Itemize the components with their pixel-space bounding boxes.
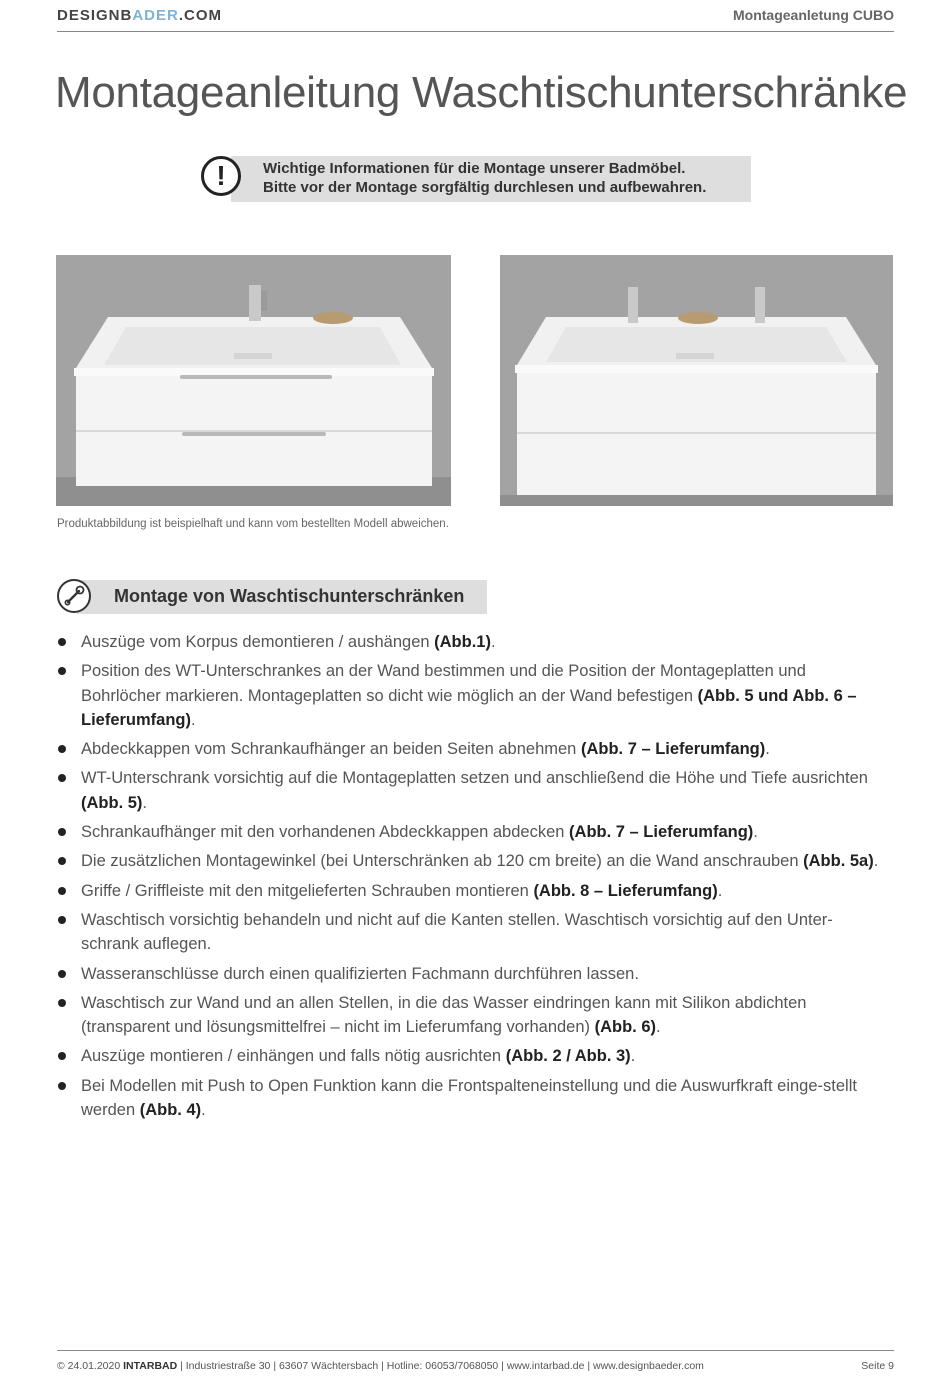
step-tail: . [656,1018,661,1037]
list-item [57,766,887,815]
list-item [57,991,887,1040]
step-text: WT-Unterschrank vorsichtig auf die Montageplatten setzen und anschließend die Höhe und Tiefe ausrichten [81,769,868,788]
step-reference: (Abb. 7 – Lieferumfang) [580,740,766,759]
step-text: Schrankaufhänger mit den vorhandenen Abdeckkappen abdecken [81,823,570,842]
notice-line-2: Bitte vor der Montage sorgfältig durchlesen und aufbewahren. [263,179,707,196]
step-tail: . [142,793,148,812]
document-title: Montageanletung CUBO [733,7,894,23]
step-reference: (Abb. 4) [139,1101,202,1120]
important-notice [201,154,751,203]
step-text: Die zusätzlichen Montagewinkel (bei Unterschränken ab 120 cm breite) an die Wand anschrauben [81,852,804,871]
step-reference: (Abb. 8 – Lieferumfang) [533,881,718,900]
page-title: Montageanleitung Waschtischunterschränke [55,68,908,117]
header-divider [57,31,894,32]
step-text: Waschtisch vorsichtig behandeln und nicht auf die Kanten stellen. Waschtisch vorsichtig auf den Unter-schrank auflegen. [81,910,833,954]
step-tail: . [873,852,879,871]
section-header [57,579,487,615]
instruction-list [57,630,887,1127]
list-item [57,849,887,873]
step-tail: . [765,740,770,759]
footer-divider [57,1350,894,1351]
product-photo-double-basin [500,255,893,506]
step-tail: . [753,823,758,842]
product-photo-single-basin [56,255,451,506]
step-reference: (Abb. 6) [594,1018,657,1037]
step-text: Waschtisch zur Wand und an allen Stellen, in die das Wasser eindringen kann mit Silikon abdichten (transparent und lösungsmittelfrei – nicht im Lieferumfang vorhanden) [81,993,807,1037]
vanity-illustration-double [500,255,893,506]
list-item [57,962,887,986]
logo-text-b: ADER [132,7,179,24]
step-tail: . [191,710,196,729]
image-caption: Produktabbildung ist beispielhaft und kann vom bestellten Modell abweichen. [57,518,449,530]
section-title: Montage von Waschtischunterschränken [114,586,465,606]
logo-text-c: .COM [178,7,223,24]
vanity-illustration-single [56,255,451,506]
step-text: Auszüge montieren / einhängen und falls nötig ausrichten [81,1047,506,1066]
step-text: Bei Modellen mit Push to Open Funktion kann die Frontspalteneinstellung und die Auswurfkraft einge-stellt werden [81,1076,857,1120]
list-item [57,908,887,957]
list-item [57,820,887,844]
step-reference: (Abb. 5a) [803,852,874,871]
page-number: Seite 9 [861,1360,894,1372]
logo-text-a: DESIGNB [57,7,133,24]
exclamation-icon: ! [201,156,241,196]
footer [57,1360,704,1372]
list-item [57,879,887,903]
list-item [57,659,887,732]
list-item [57,737,887,761]
footer-contact: | Industriestraße 30 | 63607 Wächtersbach | Hotline: 06053/7068050 | www.intarbad.de | www.designbaeder.com [180,1360,704,1372]
step-text: Wasseranschlüsse durch einen qualifizierten Fachmann durchführen lassen. [81,964,639,983]
step-tail: . [717,881,723,900]
footer-company: INTARBAD [123,1360,178,1372]
step-reference: (Abb. 5 und Abb. 6 – Lieferumfang) [81,686,857,729]
list-item [57,1074,887,1123]
wrench-glyph [59,581,89,611]
wrench-icon [57,579,91,613]
step-tail: . [490,633,496,651]
step-tail: . [630,1047,636,1066]
step-text: Abdeckkappen vom Schrankaufhänger an beiden Seiten abnehmen [81,740,581,759]
step-text: Auszüge vom Korpus demontieren / aushängen [81,633,435,651]
list-item [57,1044,887,1068]
brand-logo [57,7,222,24]
step-reference: (Abb.1) [434,633,491,651]
list-item [57,630,887,654]
step-text: Griffe / Griffleiste mit den mitgelieferten Schrauben montieren [81,881,534,900]
step-reference: (Abb. 5) [81,793,143,812]
step-tail: . [201,1101,206,1120]
step-reference: (Abb. 7 – Lieferumfang) [569,823,754,842]
step-text: Position des WT-Unterschrankes an der Wand bestimmen und die Position der Montageplatten und Bohrlöcher markieren. Montageplatten so dicht wie möglich an der Wand befestigen [81,662,806,705]
footer-date: © 24.01.2020 [57,1360,121,1372]
notice-line-1: Wichtige Informationen für die Montage unserer Badmöbel. [263,160,686,177]
step-reference: (Abb. 2 / Abb. 3) [505,1047,631,1066]
